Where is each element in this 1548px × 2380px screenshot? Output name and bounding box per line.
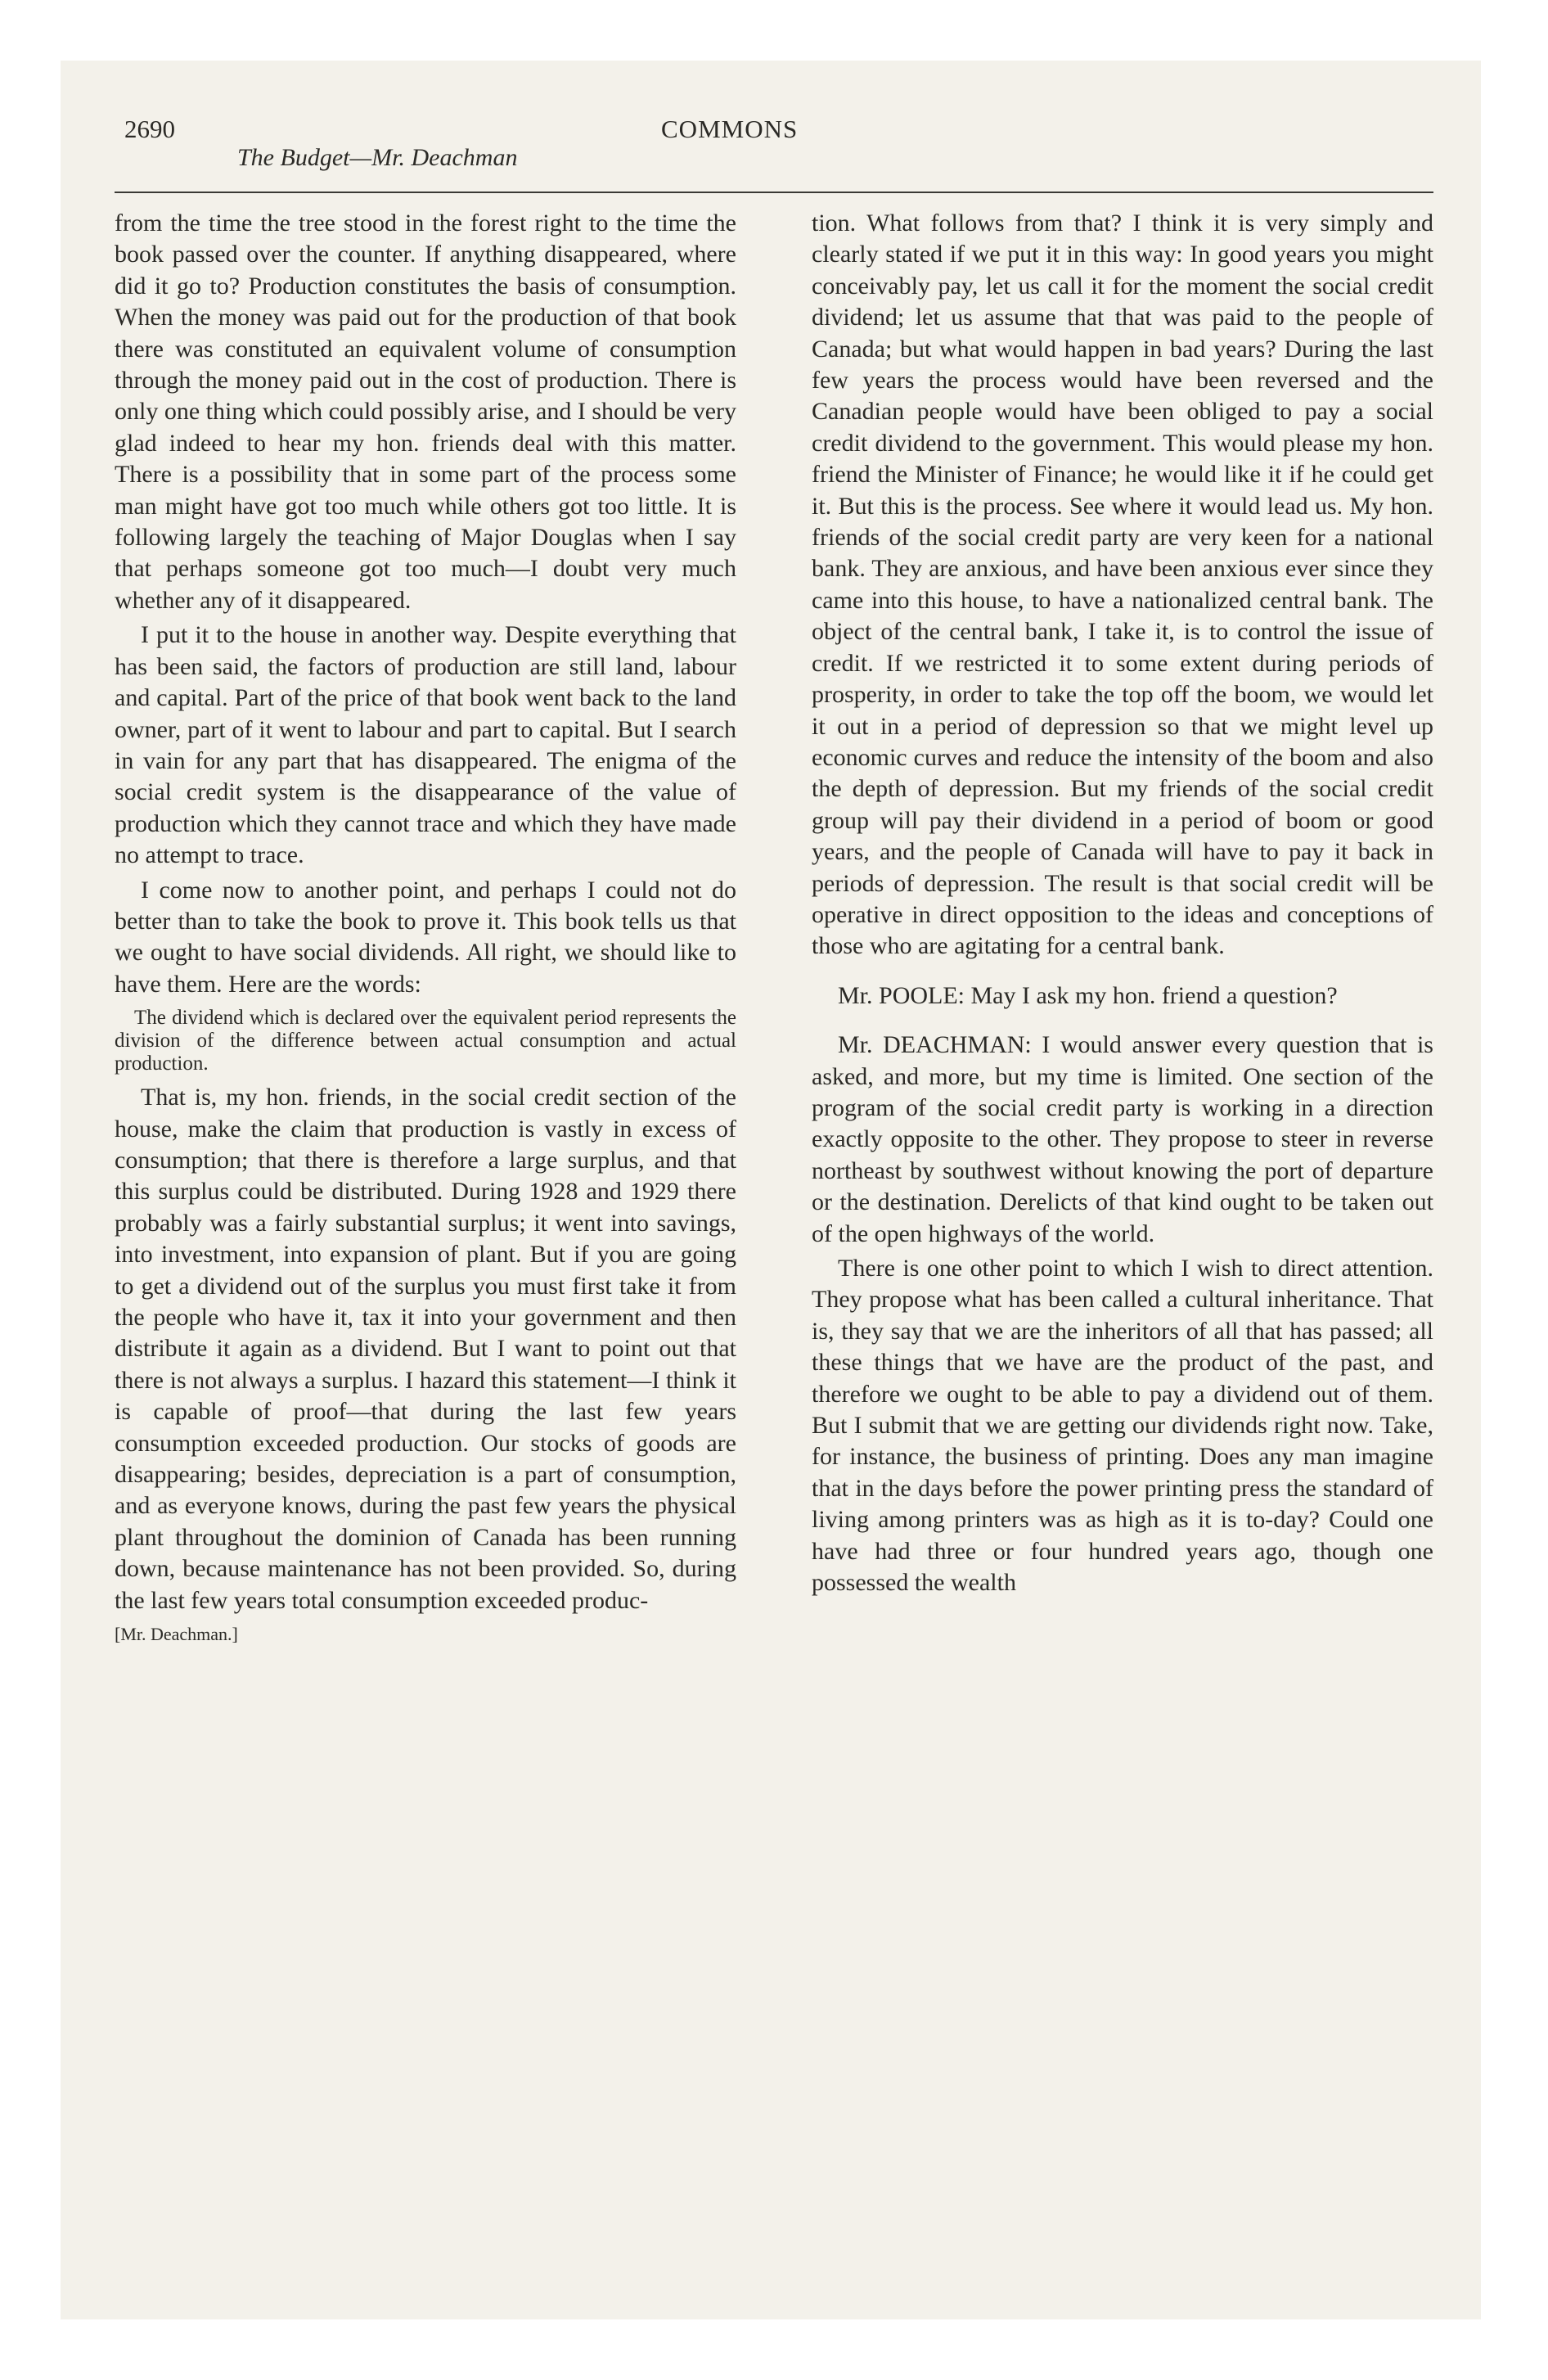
paragraph: tion. What follows from that? I think it is very simply and clearly stated if we put it in this way: In good years you might conceivably pay, let us call it for the moment the social credit dividend; let us assume that that was paid to the people of Canada; but what would happen in bad years? During the last few years the process would have been reversed and the Canadian people would have been obliged to pay a social credit dividend to the government. This would please my hon. friend the Minister of Finance; he would like it if he could get it. But this is the process. See where it would lead us. My hon. friends of the social credit party are very keen for a national bank. They are anxious, and have been anxious ever since they came into this house, to have a nationalized central bank. The object of the central bank, I take it, is to control the issue of credit. If we restricted it to some extent during periods of prosperity, in order to take the top off the boom, we would let it out in a period of depression so that we might level up economic curves and reduce the intensity of the boom and also the depth of depression. But my friends of the social credit group will pay their dividend in a period of boom or good years, and the people of Canada will have to pay it back in periods of depression. The result is that social credit will be operative in direct opposition to the ideas and conceptions of those who are agitating for a central bank. — [812, 210, 1433, 960]
header-rule — [115, 192, 1433, 193]
right-column — [812, 208, 1433, 1646]
paragraph: That is, my hon. friends, in the social credit section of the house, make the claim that production is vastly in excess of consumption; that there is therefore a large surplus, and that this surplus could be distributed. During 1928 and 1929 there probably was a fairly substantial surplus; it went into savings, into investment, into expansion of plant. But if you are going to get a dividend out of the surplus you must first take it from the people who have it, tax it into your government and then distribute it again as a dividend. But I want to point out that there is not always a surplus. I hazard this statement—I think it is capable of proof—that during the last few years consumption exceeded production. Our stocks of goods are disappearing; besides, depreciation is a part of consumption, and as everyone knows, during the past few years the physical plant throughout the dominion of Canada has been running down, because maintenance has not been provided. So, during the last few years total consumption exceeded produc- — [115, 1084, 736, 1614]
block-quote: The dividend which is declared over the equivalent period represents the division of the difference between actual consumption and actual production. — [115, 1007, 736, 1075]
paragraph: There is one other point to which I wish to direct attention. They propose what has been called a cultural inheritance. That is, they say that we are the inheritors of all that has passed; all these things that we have are the product of the past, and therefore we ought to be able to pay a dividend out of them. But I submit that we are getting our dividends right now. Take, for instance, the business of printing. Does any man imagine that in the days before the power printing press the standard of living among printers was as high as it is to-day? Could one have had three or four hundred years ago, though one possessed the wealth — [812, 1255, 1433, 1597]
speech-paragraph: Mr. POOLE: May I ask my hon. friend a question? — [838, 981, 1338, 1009]
page-header — [115, 106, 1433, 185]
speech-paragraph: Mr. DEACHMAN: I would answer every question that is asked, and more, but my time is limited. One section of the program of the social credit party is working in a direction exactly opposite to the other. They propose to steer in reverse northeast by southwest without knowing the port of departure or the destination. Derelicts of that kind ought to be taken out of the open highways of the world. — [812, 1031, 1433, 1247]
paragraph: I put it to the house in another way. Despite everything that has been said, the factors of production are still land, labour and capital. Part of the price of that book went back to the land owner, part of it went to labour and part to capital. But I search in vain for any part that has disappeared. The enigma of the social credit system is the disappearance of the value of production which they cannot trace and which they have made no attempt to trace. — [115, 621, 736, 869]
paragraph: from the time the tree stood in the forest right to the time the book passed over the counter. If anything disappeared, where did it go to? Production constitutes the basis of consumption. When the money was paid out for the production of that book there was constituted an equivalent volume of consumption through the money paid out in the cost of production. There is only one thing which could possibly arise, and I should be very glad indeed to hear my hon. friends deal with this matter. There is a possibility that in some part of the process some man might have got too much while others got too little. It is following largely the teaching of Major Douglas when I say that perhaps someone got too much—I doubt very much whether any of it disappeared. — [115, 210, 736, 614]
text-columns — [115, 208, 1433, 1646]
running-title: The Budget—Mr. Deachman — [237, 144, 518, 171]
hansard-page — [115, 106, 1433, 2202]
left-column — [115, 208, 736, 1646]
speaker-footer: [Mr. Deachman.] — [115, 1624, 238, 1645]
section-title: COMMONS — [661, 115, 799, 143]
page-number: 2690 — [124, 115, 175, 143]
paragraph: I come now to another point, and perhaps I could not do better than to take the book to prove it. This book tells us that we ought to have social dividends. All right, we should like to have them. Here are the words: — [115, 876, 736, 998]
